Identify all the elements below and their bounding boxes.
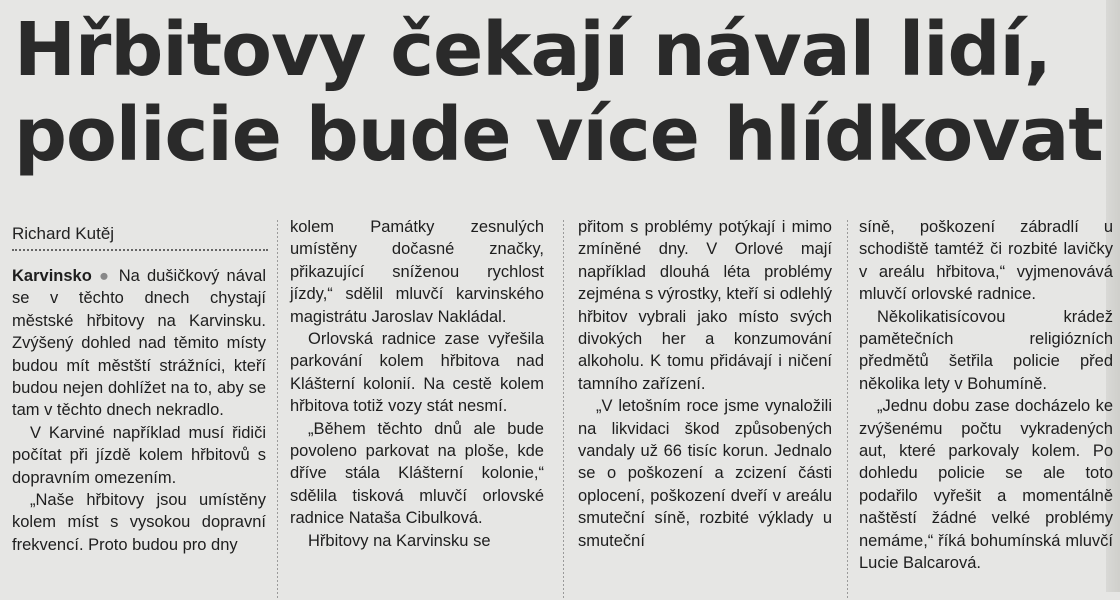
- paragraph: přitom s problémy potýkají i mimo zmíněné dny. V Orlové mají například dlouhá léta problémy zejména s výrostky, kteří si odlehlý hřbitov vybrali jako místo svých divokých her a konzumování alkoholu. K tomu přidávají i ničení tamního zařízení.: [578, 218, 832, 393]
- column-divider: [563, 220, 564, 600]
- article-column-4: [859, 216, 1113, 575]
- article-column-2: [290, 216, 544, 552]
- headline-line-1: Hřbitovy čekají nával lidí,: [14, 7, 1052, 93]
- paragraph: V Karviné například musí řidiči počítat při jízdě kolem hřbitovů s dopravním omezením.: [12, 423, 266, 487]
- paragraph: „Během těchto dnů ale bude povoleno parkovat na ploše, kde dříve stála Klášterní kolonie,“ sdělila tisková mluvčí orlovské radnice Nataša Cibulková.: [290, 419, 544, 528]
- paragraph: síně, poškození zábradlí u schodiště tamtéž či rozbité lavičky v areálu hřbitova,“ vyjmenovává mluvčí orlovské radnice.: [859, 218, 1113, 304]
- dateline: Karvinsko: [12, 267, 92, 285]
- paragraph: „Jednu dobu zase docházelo ke zvýšenému počtu vykradených aut, které parkovaly kolem. Po dohledu policie se ale toto podařilo vyřešit a momentálně naštěstí žádné velké problémy nemáme,“ říká bohumínská mluvčí Lucie Balcarová.: [859, 397, 1113, 573]
- byline: Richard Kutěj: [12, 224, 268, 251]
- article-column-1: [12, 265, 266, 556]
- paragraph-text: Na dušičkový nával se v těchto dnech chystají městské hřbitovy na Karvinsku. Zvýšený dohled nad těmito místy budou mít městští strážníci, kteří budou nejen dohlížet na to, aby se tam v těchto dnech nekradlo.: [12, 267, 266, 420]
- paragraph: Orlovská radnice zase vyřešila parkování kolem hřbitova nad Klášterní kolonií. Na cestě kolem hřbitova totiž vozy stát nesmí.: [290, 330, 544, 416]
- paragraph: kolem Památky zesnulých umístěny dočasné značky, přikazující sníženou rychlost jízdy,“ sdělil mluvčí karvinského magistrátu Jaroslav Nakládal.: [290, 218, 544, 326]
- column-divider: [277, 220, 278, 600]
- paragraph: Hřbitovy na Karvinsku se: [308, 531, 491, 550]
- bullet-icon: ●: [98, 267, 112, 285]
- headline: [14, 8, 1104, 178]
- paragraph: Několikatisícovou krádež pamětečních religiózních předmětů šetřila policie před několika lety v Bohumíně.: [859, 307, 1113, 393]
- article-column-3: [578, 216, 832, 552]
- paragraph: [12, 265, 266, 422]
- paragraph: „V letošním roce jsme vynaložili na likvidaci škod způsobených vandaly už 66 tisíc korun. Jednalo se o poškození a zcizení části oplocení, poškození dveří v areálu smuteční síně, rozbité výklady u smuteční: [578, 397, 832, 550]
- headline-line-2: policie bude více hlídkovat: [14, 92, 1103, 178]
- column-divider: [847, 220, 848, 600]
- paragraph: „Naše hřbitovy jsou umístěny kolem míst s vysokou dopravní frekvencí. Proto budou pro dny: [12, 491, 266, 554]
